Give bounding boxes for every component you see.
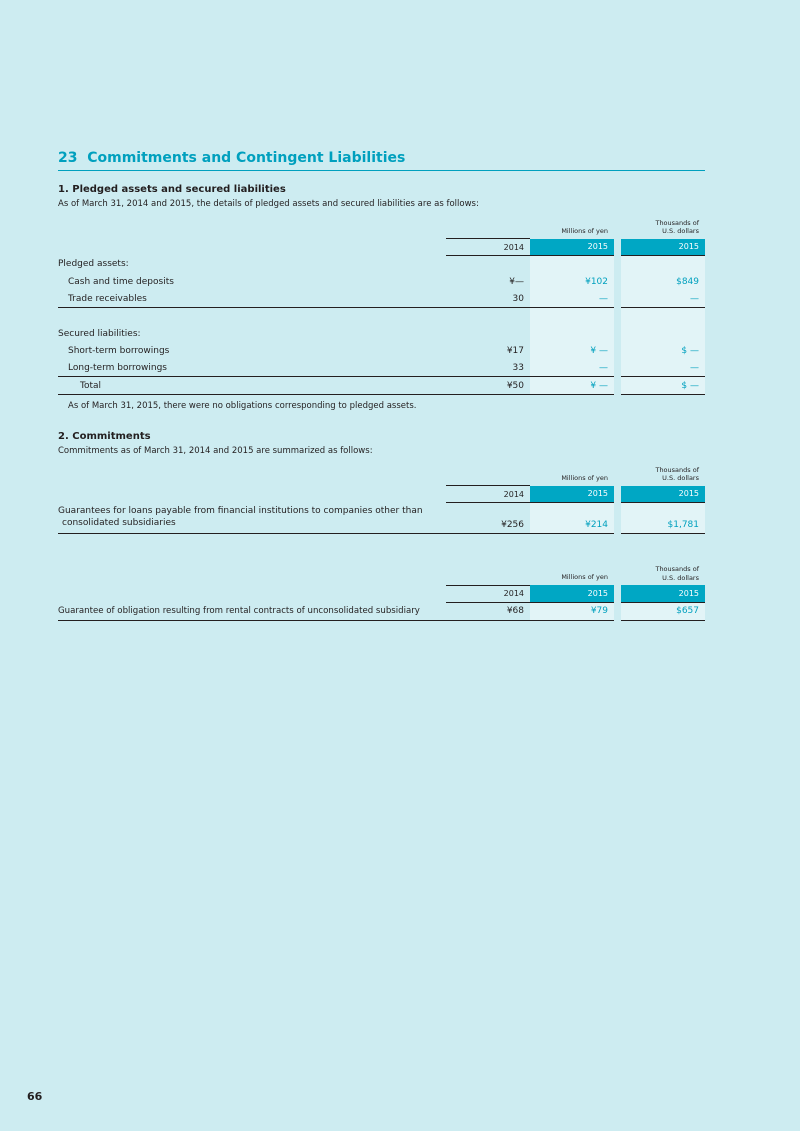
- value-2014: ¥256: [446, 503, 530, 534]
- pledged-assets-table: [58, 209, 705, 395]
- value-usd-2015: $ —: [621, 342, 705, 359]
- unit-header-row: [58, 556, 705, 586]
- year-header-row: [58, 486, 705, 503]
- unit-header-row: [58, 456, 705, 486]
- total-2015: ¥ —: [530, 377, 614, 395]
- page-content: [58, 150, 705, 621]
- commitments-subtitle: 2. Commitments: [58, 431, 151, 442]
- pledged-subtitle: 1. Pledged assets and secured liabilities: [58, 184, 286, 195]
- year-header-row: [58, 585, 705, 602]
- section-title: [58, 150, 705, 171]
- value-2014: 33: [446, 359, 530, 377]
- row-label: Guarantee of obligation resulting from rental contracts of unconsolidated subsidiary: [58, 602, 446, 620]
- year-2015: 2015: [530, 239, 614, 256]
- year-2014: 2014: [446, 486, 530, 503]
- value-usd-2015: $1,781: [621, 503, 705, 534]
- value-2014: ¥68: [446, 602, 530, 620]
- group-label: Pledged assets:: [58, 259, 129, 270]
- unit-yen: Millions of yen: [561, 573, 608, 582]
- pledged-note: As of March 31, 2015, there were no obligations corresponding to pledged assets.: [68, 401, 417, 411]
- section-number: 23: [58, 150, 78, 166]
- group-label: Secured liabilities:: [58, 328, 141, 339]
- unit-yen: Millions of yen: [561, 473, 608, 482]
- unit-header-row: [58, 209, 705, 239]
- unit-usd: Thousands of U.S. dollars: [655, 465, 699, 483]
- row-label: Long-term borrowings: [58, 359, 446, 377]
- group-row-secured-liabilities: [58, 325, 705, 342]
- row-label: Cash and time deposits: [68, 276, 174, 287]
- spacer-row: [58, 308, 705, 326]
- commitments-intro: Commitments as of March 31, 2014 and 2015 are summarized as follows:: [58, 446, 373, 456]
- table-row: [58, 503, 705, 534]
- value-2015: ¥214: [530, 503, 614, 534]
- table-row: [58, 342, 705, 359]
- year-2015: 2015: [530, 585, 614, 602]
- page-number: 66: [27, 1090, 43, 1103]
- value-usd-2015: $849: [621, 273, 705, 290]
- table-row: [58, 290, 705, 308]
- value-2015: ¥ —: [530, 342, 614, 359]
- table-row: [58, 273, 705, 290]
- unit-usd: Thousands of U.S. dollars: [655, 565, 699, 582]
- year-2014: 2014: [446, 239, 530, 256]
- year-2015-usd: 2015: [621, 239, 705, 256]
- year-header-row: [58, 239, 705, 256]
- year-2014: 2014: [446, 585, 530, 602]
- value-usd-2015: —: [621, 359, 705, 377]
- year-2015-usd: 2015: [621, 486, 705, 503]
- value-2015: ¥102: [530, 273, 614, 290]
- row-label: Short-term borrowings: [68, 345, 170, 356]
- section-title-text: Commitments and Contingent Liabilities: [87, 150, 406, 166]
- table-row: [58, 359, 705, 377]
- value-2015: —: [530, 290, 614, 308]
- total-usd-2015: $ —: [621, 377, 705, 395]
- year-2015: 2015: [530, 486, 614, 503]
- pledged-intro: As of March 31, 2014 and 2015, the details of pledged assets and secured liabilities are as follows:: [58, 199, 479, 209]
- value-2015: —: [530, 359, 614, 377]
- value-2014: ¥17: [506, 345, 524, 356]
- total-label: Total: [58, 377, 446, 395]
- commitments-table-rental: [58, 556, 705, 621]
- unit-yen: Millions of yen: [561, 226, 608, 235]
- row-label: Trade receivables: [58, 290, 446, 308]
- value-2015: ¥79: [530, 602, 614, 620]
- group-row-pledged-assets: [58, 256, 705, 274]
- value-usd-2015: $657: [621, 602, 705, 620]
- value-2014: 30: [446, 290, 530, 308]
- total-row: [58, 377, 705, 395]
- value-usd-2015: —: [621, 290, 705, 308]
- unit-usd: Thousands of U.S. dollars: [655, 218, 699, 236]
- year-2015-usd: 2015: [621, 585, 705, 602]
- commitments-table-loans: [58, 456, 705, 534]
- total-2014: ¥50: [446, 377, 530, 395]
- value-2014: ¥—: [509, 276, 524, 287]
- table-row: [58, 602, 705, 620]
- row-label: Guarantees for loans payable from financial institutions to companies other than consolidated subsidiaries: [58, 503, 446, 534]
